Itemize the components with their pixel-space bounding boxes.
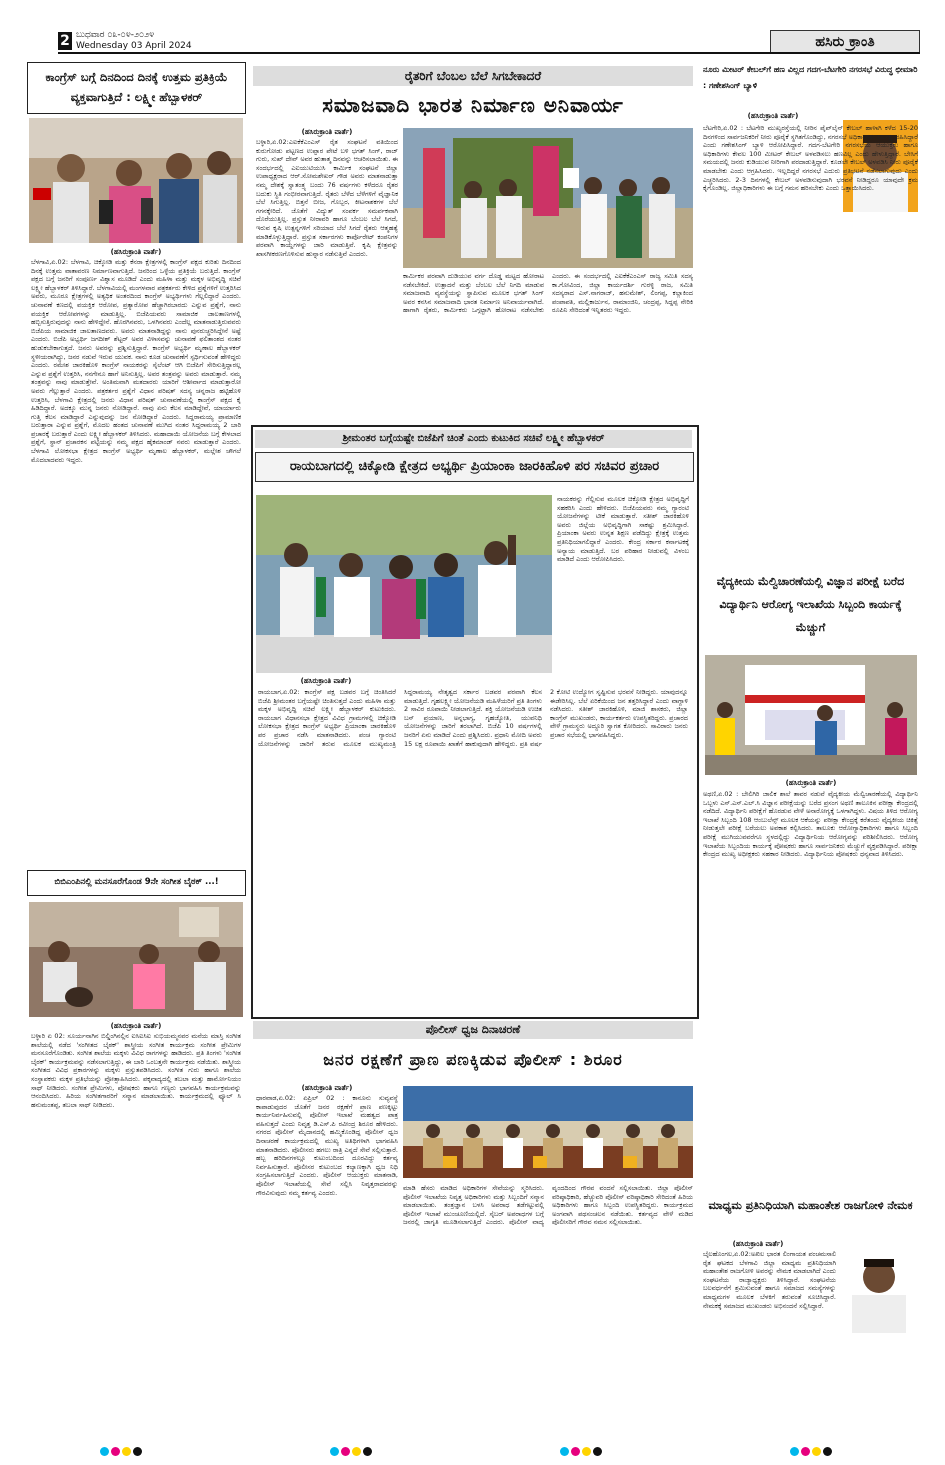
center-story1-photo: [403, 128, 693, 268]
left-story1-body: ಬೆಳಗಾವಿ,ಏ.02: ಬೆಳಗಾವಿ, ಚಿಕ್ಕೋಡಿ ಮತ್ತು ಕೆನರಾ ಕ್ಷೇತ್ರಗಳಲ್ಲಿ ಕಾಂಗ್ರೆಸ್ ಪಕ್ಷದ ಕುರಿತು ದಿನದಿಂದ ದಿನಕ್ಕೆ ಉತ್ತಮ ವಾತಾವರಣ ನಿರ್ಮಾಣವಾಗುತ್ತಿದೆ. ಜನರಿಂದ ಒಳ್ಳೆಯ ಪ್ರತಿಕ್ರಿಯೆ ಬರುತ್ತಿದೆ. ಕಾಂಗ್ರೆಸ್ ಪಕ್ಷದ ಬಗ್ಗೆ ಜನರಿಗೆ ಸಂಪೂರ್ಣ ವಿಶ್ವಾಸ ಮೂಡಿದೆ ಎಂದು ಮಹಿಳಾ ಮತ್ತು ಮಕ್ಕಳ ಅಭಿವೃದ್ಧಿ ಸಚಿವೆ ಲಕ್ಷ್ಮೀ ಹೆಬ್ಬಾಳಕರ್ ತಿಳಿಸಿದ್ದಾರೆ. ಬೆಳಗಾವಿಯಲ್ಲಿ ಮಂಗಳವಾರ ಪತ್ರಕರ್ತರು ಕೇಳಿದ ಪ್ರಶ್ನೆಗಳಿಗೆ ಉತ್ತರಿಸಿದ ಅವರು, ಮೂರೂ ಕ್ಷೇತ್ರಗಳಲ್ಲಿ ಅತ್ಯಧಿಕ ಅಂತರದಿಂದ ಕಾಂಗ್ರೆಸ್ ಅಭ್ಯರ್ಥಿಗಳು ಗೆಲ್ಲಲಿದ್ದಾರೆ ಎಂದರು. ಚುನಾವಣೆ ಕಣದಲ್ಲಿ ವಯಕ್ತಿಕ ಆರೋಪ, ಪ್ರತ್ಯಾರೋಪ ಹೆಚ್ಚಾಗಿರಬಾರದು ಎನ್ನುವ ಪ್ರಶ್ನೆಗೆ, ನಾನು ವಯಕ್ತಿಕ ಆರೋಪಗಳನ್ನು ಮಾಡುತ್ತಿಲ್ಲ. ಬಿಜೆಪಿಯವರು ಸಾಮಾಜಿಕ ಜಾಲತಾಣಗಳಲ್ಲಿ ಹಬ್ಬಿಸುತ್ತಿರುವುದನ್ನು ನಾನು ಹೇಳಿದ್ದೇನೆ. ಹೊರಗಿನವರು, ಒಳಗಿನವರು ಎಂದೆಲ್ಲ ಮಾತನಾಡುತ್ತಿರುವವರು ಬಿಜೆಪಿಯ ಸಾಮಾಜಿಕ ಜಾಲತಾಣದವರು. ಅವರು ಮಾತನಾಡಿದ್ದನ್ನು ನಾನು ಪುನರುಚ್ಚರಿಸಿದ್ದೇನೆ ಅಷ್ಟೆ ಎಂದರು. ಬಿಜೆಪಿ ಅಭ್ಯರ್ಥಿ ಜಗದೀಶ್ ಶೆಟ್ಟರ್ ಅವರ ವಿಳಾಸವನ್ನು ಚುನಾವಣೆ ಫಲಿತಾಂಶದ ನಂತರ ಹುಡುಕಬೇಕಾಗುತ್ತದೆ. ಜನರು ಅವರನ್ನು ಪ್ರಶ್ನಿಸುತ್ತಿದ್ದಾರೆ. ಕಾಂಗ್ರೆಸ್ ಅಭ್ಯರ್ಥಿ ಮೃಣಾಲ ಹೆಬ್ಬಾಳಕರ್ ಸ್ಥಳೀಯರಾಗಿದ್ದು, ಜನರ ನಡುವೆ ಇರುವ ಯುವಕ. ನಾನು ಕೂಡ ಚುನಾವಣೆಗೆ ಸ್ಪರ್ಧಿಸುವಂತೆ ಹೇಳಿದ್ದರು ಎಂದರು. ರಮೇಶ ಜಾರಕಿಹೊಳಿ ಕಾಂಗ್ರೆಸ್ ನಾಯಕರನ್ನು ಸೈಲೆಂಟ್ ಆಗಿ ಬಿಜೆಪಿಗೆ ಸೇರಿಸುತ್ತಿದ್ದಾರಲ್ಲ ಎನ್ನುವ ಪ್ರಶ್ನೆಗೆ ಉತ್ತರಿಸಿ, ನನಗೇನೂ ಹಾಗೆ ಅನಿಸುತ್ತಿಲ್ಲ. ಅವರ ತಂತ್ರವನ್ನು ಅವರು ಮಾಡುತ್ತಾರೆ. ನಮ್ಮ ತಂತ್ರವನ್ನು ನಾವು ಮಾಡುತ್ತೇವೆ. ಅಂತಿಮವಾಗಿ ಮತದಾರರು ಯಾರಿಗೆ ಆಶೀರ್ವಾದ ಮಾಡುತ್ತಾರೋ ಅವರು ಗೆಲ್ಲುತ್ತಾರೆ ಎಂದರು. ಪತ್ರಕರ್ತರ ಪ್ರಶ್ನೆಗೆ ವಿಧಾನ ಪರಿಷತ್ ಸದಸ್ಯ ಚನ್ನರಾಜ ಹಟ್ಟಿಹೊಳಿ ಉತ್ತರಿಸಿ, ಬೆಳಗಾವಿ ಕ್ಷೇತ್ರದಲ್ಲಿ ಜನರು ವಿಧಾನ ಪರಿಷತ್ ಚುನಾವಣೆಯಲ್ಲಿ ಕಾಂಗ್ರೆಸ್ ಪಕ್ಷದ ಕೈ ಹಿಡಿದಿದ್ದಾರೆ. ಅದಕ್ಕೂ ಮುನ್ನ ಜನರು ನೋಡಿದ್ದಾರೆ. ನಾವು ಏನು ಕೆಲಸ ಮಾಡಿದ್ದೇವೆ, ಯಾರ್ಯಾರು ಗುತ್ತಿ ಕೆಲಸ ಮಾಡಿದ್ದಾರೆ ಎನ್ನುವುದನ್ನು ಜನ ನೋಡಿದ್ದಾರೆ ಎಂದರು. ಸಿದ್ದರಾಮಯ್ಯ ಪ್ರಾಮಾಣಿಕ ಬರುತ್ತಾರಾ ಎನ್ನುವ ಪ್ರಶ್ನೆಗೆ, ಮೊದಲ ಹಂತದ ಚುನಾವಣೆ ಮುಗಿದ ನಂತರ ಸಿದ್ದರಾಮಯ್ಯ 2 ಬಾರಿ ಪ್ರಚಾರಕ್ಕೆ ಬರುತ್ತಾರೆ ಎಂದು ಲಕ್ಷ್ಮೀ ಹೆಬ್ಬಾಳಕರ್ ತಿಳಿಸಿದರು. ಮಹಾದಾಯಿ ಯೋಜನೆಯ ಬಗ್ಗೆ ಕೇಳಲಾದ ಪ್ರಶ್ನೆಗೆ, ಸ್ಥಾನ್ ಪ್ರಚಾರಕನ ಪಟ್ಟಿಯನ್ನು ನಮ್ಮ ಪಕ್ಷದ ಹೈಕಮಾಂಡ್ ನವರು ಮಾಡುತ್ತಾರೆ ಎಂದರು. ಬೆಳಗಾವಿ ಲೋಕಸಭಾ ಕ್ಷೇತ್ರದ ಕಾಂಗ್ರೆಸ್ ಅಭ್ಯರ್ಥಿ ಮೃಣಾಲ ಹೆಬ್ಬಾಳಕರ್, ಮಲ್ಲೇಶ ಚೌಗಲೆ ಮೊದಲಾದವರು ಇದ್ದರು.: [31, 258, 241, 464]
registration-dot: [330, 1447, 339, 1456]
left-story1-headline-box: [27, 62, 246, 114]
registration-dot: [801, 1447, 810, 1456]
date-english: Wednesday 03 April 2024: [76, 41, 192, 51]
registration-dot: [812, 1447, 821, 1456]
right-story3-body: ಬೈಲಹೊಂಗಲ,ಏ.02:ಅಖಿಲ ಭಾರತ ಲಿಂಗಾಯತ ಪಂಚಮಸಾಲಿ ರೈತ ಘಟಕದ ಬೆಳಗಾವಿ ಜಿಲ್ಲಾ ಮಾಧ್ಯಮ ಪ್ರತಿನಿಧಿಯಾಗಿ ಮಹಾಂತೇಶ ರಾಜಗೋಳಿ ಅವರನ್ನು ನೇಮಕ ಮಾಡಲಾಗಿದೆ ಎಂದು ಸಂಘಟನೆಯ ರಾಜ್ಯಾಧ್ಯಕ್ಷರು ತಿಳಿಸಿದ್ದಾರೆ. ಸಂಘಟನೆಯ ಬಲವರ್ಧನೆಗೆ ಶ್ರಮಿಸುವಂತೆ ಹಾಗೂ ಸಮಾಜದ ಸಮಸ್ಯೆಗಳನ್ನು ಮಾಧ್ಯಮಗಳ ಮೂಲಕ ಬೆಳಕಿಗೆ ತರುವಂತೆ ಸೂಚಿಸಿದ್ದಾರೆ. ನೇಮಕಕ್ಕೆ ಸಮಾಜದ ಮುಖಂಡರು ಅಭಿನಂದನೆ ಸಲ್ಲಿಸಿದ್ದಾರೆ.: [703, 1250, 836, 1310]
left-story1-credit: (ಹಸಿರುಕ್ರಾಂತಿ ವಾರ್ತೆ): [110, 248, 162, 256]
left-story2-photo: [29, 902, 243, 1017]
center-story1-headline: ಸಮಾಜವಾದಿ ಭಾರತ ನಿರ್ಮಾಣ ಅನಿವಾರ್ಯ: [322, 93, 624, 117]
registration-dot: [593, 1447, 602, 1456]
registration-dot: [790, 1447, 799, 1456]
left-story2-headline: ಬಿಬಿಎಂಪಿನಲ್ಲಿ ಮನಸೂರೆಗೊಂಡ 9ನೇ ಸಂಗೀತ ಬೈಠಕ್ ...!: [54, 877, 219, 887]
registration-dots-center: [560, 1441, 604, 1451]
center-story2-photo: [256, 495, 552, 673]
center-story1-body-mid: ಕಾರ್ಮಿಕರ ಪರವಾಗಿ ದುಡಿಯುವ ವರ್ಗ ದೊಡ್ಡ ಮಟ್ಟದ ಹೋರಾಟ ನಡೆಸಬೇಕಿದೆ. ಉತ್ಪಾದನೆ ಮತ್ತು ಬೆಂಬಲ ಬೆಲೆ ನಿಗದಿ ಮಾಡುವ ಸಮಾಜವಾದಿ ವ್ಯವಸ್ಥೆಯನ್ನು ಸ್ಥಾಪಿಸುವ ಮೂಲಕ ಭಗತ್ ಸಿಂಗ್ ಅವರ ಕನಸಿನ ಸಮಾಜವಾದಿ ಭಾರತ ನಿರ್ಮಾಣ ಅನಿವಾರ್ಯವಾಗಿದೆ. ಹಾಗಾಗಿ ರೈತರು, ಕಾರ್ಮಿಕರು ಒಗ್ಗಟ್ಟಾಗಿ ಹೋರಾಟ ನಡೆಸಬೇಕು ಎಂದರು. ಈ ಸಂದರ್ಭದಲ್ಲಿ ಎಐಕೆಕೆಎಂಎಸ್ ರಾಜ್ಯ ಸಮಿತಿ ಸದಸ್ಯ ಕಾ.ಗೋವಿಂದ, ಜಿಲ್ಲಾ ಕಾರ್ಯದರ್ಶಿ ಗುರಳ್ಳಿ ರಾಜ, ಸಮಿತಿ ಸದಸ್ಯರಾದ ಎಸ್.ನಾಗರಾಜ್, ಹನುಮೇಶ್, ಲಿಂಗಪ್ಪ, ಕಲ್ಲಾಕಿಂದ ಪಂಪಾಪತಿ, ಮಲ್ಲಿಕಾರ್ಜುನ, ರಾಮಾಂಜಿನಿ, ಚಂದ್ರಪ್ಪ, ಸಿದ್ದಪ್ಪ ನೇರಿಕಿ ರೂಪಿನಿ ಸೇರಿದಂತೆ ಇನ್ನಿತರರು ಇದ್ದರು.: [403, 272, 693, 315]
right-story2-credit: (ಹಸಿರುಕ್ರಾಂತಿ ವಾರ್ತೆ): [785, 779, 837, 787]
left-story2-credit: (ಹಸಿರುಕ್ರಾಂತಿ ವಾರ್ತೆ): [110, 1022, 162, 1030]
registration-dots-mid: [330, 1441, 374, 1451]
center-story3-photo: [403, 1086, 693, 1178]
registration-dot: [352, 1447, 361, 1456]
registration-dot: [582, 1447, 591, 1456]
page-number: 2: [58, 32, 72, 50]
registration-dot: [133, 1447, 142, 1456]
center-story3-credit: (ಹಸಿರುಕ್ರಾಂತಿ ವಾರ್ತೆ): [301, 1084, 353, 1092]
center-story3-body-left: ಧಾರವಾಡ,ಏ.02: ಏಪ್ರಿಲ್ 02 : ಕಾನೂನು ಸುವ್ಯವಸ್ಥೆ ಕಾಪಾಡುವುದರ ಜೊತೆಗೆ ಜನರ ರಕ್ಷಣೆಗೆ ಪ್ರಾಣ ಪಣಕ್ಕಿಟ್ಟು ಕಾರ್ಯನಿರ್ವಹಿಸುವಲ್ಲಿ ಪೊಲೀಸ್ ಇಲಾಖೆ ಮಹತ್ವದ ಪಾತ್ರ ವಹಿಸುತ್ತದೆ ಎಂದು ನಿವೃತ್ತ ಡಿ.ಎಸ್.ಪಿ ರವೀಂದ್ರ ಶಿರೂರ ಹೇಳಿದರು. ನಗರದ ಪೊಲೀಸ್ ಮೈದಾನದಲ್ಲಿ ಹಮ್ಮಿಕೊಂಡಿದ್ದ ಪೊಲೀಸ್ ಧ್ವಜ ದಿನಾಚರಣೆ ಕಾರ್ಯಕ್ರಮದಲ್ಲಿ ಮುಖ್ಯ ಅತಿಥಿಗಳಾಗಿ ಭಾಗವಹಿಸಿ ಮಾತನಾಡಿದರು. ಪೊಲೀಸರು ಹಗಲು ರಾತ್ರಿ ಎನ್ನದೆ ಸೇವೆ ಸಲ್ಲಿಸುತ್ತಾರೆ. ಹಬ್ಬ ಹರಿದಿನಗಳಲ್ಲೂ ಕುಟುಂಬದಿಂದ ದೂರವಿದ್ದು ಕರ್ತವ್ಯ ನಿರ್ವಹಿಸುತ್ತಾರೆ. ಪೊಲೀಸರ ಕುಟುಂಬದ ಕಲ್ಯಾಣಕ್ಕಾಗಿ ಧ್ವಜ ನಿಧಿ ಸಂಗ್ರಹಿಸಲಾಗುತ್ತಿದೆ ಎಂದರು. ಪೊಲೀಸ್ ಆಯುಕ್ತರು ಮಾತನಾಡಿ, ಪೊಲೀಸ್ ಇಲಾಖೆಯಲ್ಲಿ ಸೇವೆ ಸಲ್ಲಿಸಿ ನಿವೃತ್ತರಾದವರನ್ನು ಗೌರವಿಸುವುದು ನಮ್ಮ ಕರ್ತವ್ಯ ಎಂದರು.: [256, 1094, 398, 1197]
left-story2-body: ಬಳ್ಳಾರಿ ಏ 02: ಸೂರ್ಯನಾಗಿನ ಬಿಲ್ಡಿಂಗಿನಲ್ಲಿನ ಐಸಿಐಸಿಐ ಸುಭಿಯಮ್ಮನವರ ಮನೆಯ ಮಾಸ್ತಿ ಸಂಗೀತ ಶಾಲೆಯಲ್ಲಿ ನಡೆದ 'ಸಂಗೀತದ ಬೈಠಕ್' ಶಾಸ್ತ್ರೀಯ ಸಂಗೀತ ಕಾರ್ಯಕ್ರಮ ಸಂಗೀತ ಪ್ರೇಮಿಗಳ ಮನಸೂರೆಗೊಂಡಿತು. ಸಂಗೀತ ಶಾಲೆಯ ಮಕ್ಕಳು ವಿವಿಧ ರಾಗಗಳನ್ನು ಹಾಡಿದರು. ಪ್ರತಿ ತಿಂಗಳು 'ಸಂಗೀತ ಬೈಠಕ್' ಕಾರ್ಯಕ್ರಮವನ್ನು ನಡೆಸಲಾಗುತ್ತಿದ್ದು, ಈ ಬಾರಿ ಒಂಬತ್ತನೇ ಕಾರ್ಯಕ್ರಮ ನಡೆಯಿತು. ಶಾಸ್ತ್ರೀಯ ಸಂಗೀತದ ವಿವಿಧ ಪ್ರಕಾರಗಳನ್ನು ಮಕ್ಕಳು ಪ್ರಸ್ತುತಪಡಿಸಿದರು. ಸಂಗೀತ ಗುರು ಹಾಗೂ ಶಾಲೆಯ ಸಂಸ್ಥಾಪಕರು ಮಕ್ಕಳ ಪ್ರತಿಭೆಯನ್ನು ಪ್ರೋತ್ಸಾಹಿಸಿದರು. ಪಕ್ಕವಾದ್ಯದಲ್ಲಿ ತಬಲಾ ಮತ್ತು ಹಾರ್ಮೋನಿಯಂ ಸಾಥ್ ನೀಡಿದರು. ಸಂಗೀತ ಪ್ರೇಮಿಗಳು, ಪೋಷಕರು ಹಾಗೂ ಗಣ್ಯರು ಭಾಗವಹಿಸಿ ಕಾರ್ಯಕ್ರಮವನ್ನು ಆನಂದಿಸಿದರು. ಹಿರಿಯ ಸಂಗೀತಗಾರರಿಗೆ ಸನ್ಮಾನ ಮಾಡಲಾಯಿತು. ಕಾರ್ಯಕ್ರಮದಲ್ಲಿ ಫ್ಯೂಲ್ ಸಿ ಹನುಮಂತಪ್ಪ, ತಬಲಾ ಸಾಥ್ ನೀಡಿದರು.: [31, 1032, 241, 1109]
right-story3-portrait: [840, 1245, 918, 1333]
right-story2-photo: [705, 655, 917, 775]
date-kannada: ಬುಧವಾರ ೦೩-೦೪-೨೦೨೪: [76, 30, 155, 40]
registration-dot: [111, 1447, 120, 1456]
issue-date: [76, 30, 192, 52]
center-story1-body-left: ಬಳ್ಳಾರಿ,ಏ.02:ಎಐಕೆಕೆಎಂಎಸ್ ರೈತ ಸಂಘಟನೆ ವತಿಯಿಂದ ಕುರುಗೋಡು ಪಟ್ಟಣದ ಉಪ್ಪಾರ ಪೇಟೆ ಬಳಿ ಭಗತ್ ಸಿಂಗ್, ರಾಜ್ ಗುರು, ಸುಖ್ ದೇವ್ ಅವರ ಹುತಾತ್ಮ ದಿನವನ್ನು ಆಚರಿಸಲಾಯಿತು. ಈ ಸಂದರ್ಭದಲ್ಲಿ ಎಐಯುಟಿಯುಸಿ ಕಾರ್ಮಿಕ ಸಂಘಟನೆ ಜಿಲ್ಲಾ ಉಪಾಧ್ಯಕ್ಷರಾದ ಆರ್.ಸೋಮಶೇಖರ್ ಗೌಡ ಅವರು ಮಾತನಾಡುತ್ತಾ ನಮ್ಮ ದೇಶಕ್ಕೆ ಸ್ವಾತಂತ್ರ್ಯ ಬಂದು 76 ವರ್ಷಗಳು ಕಳೆದರೂ ರೈತರ ಬದುಕು ಸ್ಥಿತಿ ಗಂಭೀರವಾಗುತ್ತಿದೆ. ರೈತರು ಬೆಳೆದ ಬೆಳೆಗಳಿಗೆ ವೈಜ್ಞಾನಿಕ ಬೆಲೆ ಸಿಗುತ್ತಿಲ್ಲ. ಬಿತ್ತನೆ ಬೀಜ, ಗೊಬ್ಬರ, ಕೀಟನಾಶಕಗಳ ಬೆಲೆ ಗಗನಕ್ಕೇರಿದೆ. ಜೊತೆಗೆ ವಿದ್ಯುತ್ ಸಂಪರ್ಕ ಸಮರ್ಪಕವಾಗಿ ದೊರೆಯುತ್ತಿಲ್ಲ. ಪ್ರಸ್ತುತ ನೀರಾವರಿ ಹಾಗೂ ಬೆಂಬಲ ಬೆಲೆ ಸಿಗದೆ, ಇರುವ ಕೃಷಿ ಉತ್ಪನ್ನಗಳಿಗೆ ಸರಿಯಾದ ಬೆಲೆ ಸಿಗದೆ ರೈತರು ಆತ್ಮಹತ್ಯೆ ಮಾಡಿಕೊಳ್ಳುತ್ತಿದ್ದಾರೆ. ಪ್ರಸ್ತುತ ಸರ್ಕಾರಗಳು ಕಾರ್ಪೊರೇಟ್ ಕಂಪನಿಗಳ ಪರವಾಗಿ ಕಾಯ್ದೆಗಳನ್ನು ಜಾರಿ ಮಾಡುತ್ತಿವೆ. ಕೃಷಿ ಕ್ಷೇತ್ರವನ್ನು ಖಾಸಗೀಕರಣಗೊಳಿಸುವ ಹುನ್ನಾರ ನಡೆಸುತ್ತಿವೆ ಎಂದರು.: [256, 138, 398, 258]
registration-dot: [122, 1447, 131, 1456]
right-story2-headline: ವೈದ್ಯಕೀಯ ಮೆಲ್ವಿಚಾರಣೆಯಲ್ಲಿ ವಿಜ್ಞಾನ ಪರೀಕ್ಷೆ ಬರೆದ ವಿದ್ಯಾರ್ಥಿನಿ ಆರೋಗ್ಯ ಇಲಾಖೆಯ ಸಿಬ್ಬಂದಿ ಕಾರ್ಯಕ್ಕೆ ಮೆಚ್ಚುಗೆ: [716, 575, 905, 634]
center-story1-kicker: ರೈತರಿಗೆ ಬೆಂಬಲ ಬೆಲೆ ಸಿಗಬೇಕಾದರೆ: [253, 66, 693, 86]
right-story1-credit: (ಹಸಿರುಕ್ರಾಂತಿ ವಾರ್ತೆ): [747, 112, 799, 120]
registration-dot: [363, 1447, 372, 1456]
right-story2-body: ಅಥಣಿ,ಏ.02 : ಬೇಲಿಗಿರಿ ಜಾಲಿಕ ಶಾಲೆ ತಾವರ ನಡುವೆ ವೈದ್ಯಕೀಯ ಮೆಲ್ವಿಚಾರಣೆಯಲ್ಲಿ ವಿದ್ಯಾರ್ಥಿನಿ ಒಬ್ಬಳು ಎಸ್.ಎಸ್.ಎಲ್.ಸಿ ವಿಜ್ಞಾನ ಪರೀಕ್ಷೆಯನ್ನು ಬರೆದ ಪ್ರಸಂಗ ಅಥಣಿ ತಾಲೂಕಿನ ಪರೀಕ್ಷಾ ಕೇಂದ್ರದಲ್ಲಿ ನಡೆದಿದೆ. ವಿದ್ಯಾರ್ಥಿನಿ ಪರೀಕ್ಷೆಗೆ ಹೊರಡುವ ವೇಳೆ ಅನಾರೋಗ್ಯಕ್ಕೆ ಒಳಗಾಗಿದ್ದಳು. ವಿಷಯ ತಿಳಿದ ಆರೋಗ್ಯ ಇಲಾಖೆ ಸಿಬ್ಬಂದಿ 108 ಆಂಬುಲೆನ್ಸ್ ಮೂಲಕ ಆಕೆಯನ್ನು ಪರೀಕ್ಷಾ ಕೇಂದ್ರಕ್ಕೆ ಕರೆತಂದು ವೈದ್ಯಕೀಯ ಚಿಕಿತ್ಸೆ ನೀಡುತ್ತಲೇ ಪರೀಕ್ಷೆ ಬರೆಯಲು ಅವಕಾಶ ಕಲ್ಪಿಸಿದರು. ತಾಲೂಕು ಆರೋಗ್ಯಾಧಿಕಾರಿಗಳು ಹಾಗೂ ಸಿಬ್ಬಂದಿ ಪರೀಕ್ಷೆ ಮುಗಿಯುವವರೆಗೂ ಸ್ಥಳದಲ್ಲಿದ್ದು ವಿದ್ಯಾರ್ಥಿನಿಯ ಆರೋಗ್ಯವನ್ನು ಪರಿಶೀಲಿಸಿದರು. ಆರೋಗ್ಯ ಇಲಾಖೆಯ ಸಿಬ್ಬಂದಿಯ ಕಾರ್ಯಕ್ಕೆ ಪೋಷಕರು ಹಾಗೂ ಸಾರ್ವಜನಿಕರು ಮೆಚ್ಚುಗೆ ವ್ಯಕ್ತಪಡಿಸಿದ್ದಾರೆ. ಪರೀಕ್ಷಾ ಕೇಂದ್ರದ ಮುಖ್ಯ ಅಧೀಕ್ಷಕರು ಸಹಕಾರ ನೀಡಿದರು. ವಿದ್ಯಾರ್ಥಿನಿಯ ಪೋಷಕರು ಧನ್ಯವಾದ ತಿಳಿಸಿದರು.: [703, 790, 918, 859]
center-story3-kicker: ಪೊಲೀಸ್ ಧ್ವಜ ದಿನಾಚರಣೆ: [253, 1021, 693, 1039]
masthead: ಹಸಿರು ಕ್ರಾಂತಿ: [770, 30, 920, 54]
registration-dot: [571, 1447, 580, 1456]
registration-dots-right: [790, 1441, 834, 1451]
center-story2-body: ರಾಯಬಾಗ,ಏ.02: ಕಾಂಗ್ರೆಸ್ ಪಕ್ಷ ಬಡವರ ಬಗ್ಗೆ ಚಿಂತಿಸಿದರೆ ಬಿಜೆಪಿ ಶ್ರೀಮಂತರ ಬಗ್ಗೆಯಷ್ಟೇ ಚಿಂತಿಸುತ್ತದೆ ಎಂದು ಮಹಿಳಾ ಮತ್ತು ಮಕ್ಕಳ ಅಭಿವೃದ್ಧಿ ಸಚಿವೆ ಲಕ್ಷ್ಮೀ ಹೆಬ್ಬಾಳಕರ್ ಕುಟುಕಿದರು. ರಾಯಬಾಗ ವಿಧಾನಸಭಾ ಕ್ಷೇತ್ರದ ವಿವಿಧ ಗ್ರಾಮಗಳಲ್ಲಿ ಚಿಕ್ಕೋಡಿ ಲೋಕಸಭಾ ಕ್ಷೇತ್ರದ ಕಾಂಗ್ರೆಸ್ ಅಭ್ಯರ್ಥಿ ಪ್ರಿಯಾಂಕಾ ಜಾರಕಿಹೊಳಿ ಪರ ಪ್ರಚಾರ ನಡೆಸಿ ಮಾತನಾಡಿದರು. ಪಂಚ ಗ್ಯಾರಂಟಿ ಯೋಜನೆಗಳನ್ನು ಜಾರಿಗೆ ತರುವ ಮೂಲಕ ಮುಖ್ಯಮಂತ್ರಿ ಸಿದ್ದರಾಮಯ್ಯ ನೇತೃತ್ವದ ಸರ್ಕಾರ ಬಡವರ ಪರವಾಗಿ ಕೆಲಸ ಮಾಡುತ್ತಿದೆ. ಗೃಹಲಕ್ಷ್ಮೀ ಯೋಜನೆಯಡಿ ಮಹಿಳೆಯರಿಗೆ ಪ್ರತಿ ತಿಂಗಳು 2 ಸಾವಿರ ರೂಪಾಯಿ ನೀಡಲಾಗುತ್ತಿದೆ. ಶಕ್ತಿ ಯೋಜನೆಯಡಿ ಉಚಿತ ಬಸ್ ಪ್ರಯಾಣ, ಅನ್ನಭಾಗ್ಯ, ಗೃಹಜ್ಯೋತಿ, ಯುವನಿಧಿ ಯೋಜನೆಗಳನ್ನು ಜಾರಿಗೆ ತರಲಾಗಿದೆ. ಬಿಜೆಪಿ 10 ವರ್ಷಗಳಲ್ಲಿ ಜನರಿಗೆ ಏನು ಮಾಡಿದೆ ಎಂದು ಪ್ರಶ್ನಿಸಿದರು. ಪ್ರಧಾನಿ ಮೋದಿ ಅವರು 15 ಲಕ್ಷ ರೂಪಾಯಿ ಖಾತೆಗೆ ಹಾಕುವುದಾಗಿ ಹೇಳಿದ್ದರು. ಪ್ರತಿ ವರ್ಷ 2 ಕೋಟಿ ಉದ್ಯೋಗ ಸೃಷ್ಟಿಸುವ ಭರವಸೆ ನೀಡಿದ್ದರು. ಯಾವುದನ್ನೂ ಈಡೇರಿಸಿಲ್ಲ. ಬೆಲೆ ಏರಿಕೆಯಿಂದ ಜನ ತತ್ತರಿಸಿದ್ದಾರೆ ಎಂದು ವಾಗ್ದಾಳಿ ನಡೆಸಿದರು. ಸತೀಶ್ ಜಾರಕಿಹೊಳಿ, ಮಾಜಿ ಶಾಸಕರು, ಜಿಲ್ಲಾ ಕಾಂಗ್ರೆಸ್ ಮುಖಂಡರು, ಕಾರ್ಯಕರ್ತರು ಉಪಸ್ಥಿತರಿದ್ದರು. ಪ್ರಚಾರದ ವೇಳೆ ಗ್ರಾಮಸ್ಥರು ಅದ್ದೂರಿ ಸ್ವಾಗತ ಕೋರಿದರು. ಸಾವಿರಾರು ಜನರು ಪ್ರಚಾರ ಸಭೆಯಲ್ಲಿ ಭಾಗವಹಿಸಿದ್ದರು.: [258, 688, 688, 748]
registration-dots-left: [100, 1441, 144, 1451]
center-story2-body-top-right: ನಾಯಕರನ್ನು ಗೆಲ್ಲಿಸುವ ಮೂಲಕ ಚಿಕ್ಕೋಡಿ ಕ್ಷೇತ್ರದ ಅಭಿವೃದ್ಧಿಗೆ ಸಹಕರಿಸಿ ಎಂದು ಹೇಳಿದರು. ಬಿಜೆಪಿಯವರು ನಮ್ಮ ಗ್ಯಾರಂಟಿ ಯೋಜನೆಗಳನ್ನು ಟೀಕೆ ಮಾಡುತ್ತಾರೆ. ಸತೀಶ್ ಜಾರಕಿಹೊಳಿ ಅವರು ಜಿಲ್ಲೆಯ ಅಭಿವೃದ್ಧಿಗಾಗಿ ಸಾಕಷ್ಟು ಶ್ರಮಿಸಿದ್ದಾರೆ. ಪ್ರಿಯಾಂಕಾ ಅವರು ಉನ್ನತ ಶಿಕ್ಷಣ ಪಡೆದಿದ್ದು ಕ್ಷೇತ್ರಕ್ಕೆ ಉತ್ತಮ ಪ್ರತಿನಿಧಿಯಾಗಲಿದ್ದಾರೆ ಎಂದರು. ಕೇಂದ್ರ ಸರ್ಕಾರ ಕರ್ನಾಟಕಕ್ಕೆ ಅನ್ಯಾಯ ಮಾಡುತ್ತಿದೆ. ಬರ ಪರಿಹಾರ ನೀಡುವಲ್ಲಿ ವಿಳಂಬ ಮಾಡಿದೆ ಎಂದು ಆರೋಪಿಸಿದರು.: [557, 495, 689, 564]
center-story3-body-right: ಮಾಡಿ ಹೆಸರು ಮಾಡಿದ ಅಧಿಕಾರಿಗಳ ಸೇವೆಯನ್ನು ಸ್ಮರಿಸಿದರು. ಪೊಲೀಸ್ ಇಲಾಖೆಯ ನಿವೃತ್ತ ಅಧಿಕಾರಿಗಳು ಮತ್ತು ಸಿಬ್ಬಂದಿಗೆ ಸನ್ಮಾನ ಮಾಡಲಾಯಿತು. ತಂತ್ರಜ್ಞಾನ ಬಳಸಿ ಅಪರಾಧ ತಡೆಗಟ್ಟುವಲ್ಲಿ ಪೊಲೀಸ್ ಇಲಾಖೆ ಮುಂಚೂಣಿಯಲ್ಲಿದೆ. ಸೈಬರ್ ಅಪರಾಧಗಳ ಬಗ್ಗೆ ಜನರಲ್ಲಿ ಜಾಗೃತಿ ಮೂಡಿಸಲಾಗುತ್ತಿದೆ ಎಂದರು. ಪೊಲೀಸ್ ವಾದ್ಯ ವೃಂದದಿಂದ ಗೌರವ ವಂದನೆ ಸಲ್ಲಿಸಲಾಯಿತು. ಜಿಲ್ಲಾ ಪೊಲೀಸ್ ವರಿಷ್ಠಾಧಿಕಾರಿ, ಹೆಚ್ಚುವರಿ ಪೊಲೀಸ್ ವರಿಷ್ಠಾಧಿಕಾರಿ ಸೇರಿದಂತೆ ಹಿರಿಯ ಅಧಿಕಾರಿಗಳು ಹಾಗೂ ಸಿಬ್ಬಂದಿ ಉಪಸ್ಥಿತರಿದ್ದರು. ಕಾರ್ಯಕ್ರಮದ ಅಂಗವಾಗಿ ಪಥಸಂಚಲನ ನಡೆಯಿತು. ಕರ್ತವ್ಯದ ವೇಳೆ ಮಡಿದ ಪೊಲೀಸರಿಗೆ ಗೌರವ ನಮನ ಸಲ್ಲಿಸಲಾಯಿತು.: [403, 1184, 693, 1227]
right-story1-headline: ನೂರು ಮೀಟರ್ ಕೇಬಲ್‌ಗೆ ಹಣ ವಿಲ್ಲದ ಗದಗ-ಬೆಟಗೇರಿ ನಗರಸಭೆ ವಿರುದ್ಧ ಛೀಮಾರಿ : ಗಣೇಶಸಿಂಗ್ ಬ್ಯಾಳಿ: [703, 65, 918, 90]
registration-dot: [823, 1447, 832, 1456]
right-story1-body: ಬೆಟಗೇರಿ,ಏ.02 : ಬೆಟಗೇರಿ ಮುಖ್ಯರಸ್ತೆಯಲ್ಲಿ ನೀರಿನ ಪೈಪ್‌ಲೈನ್ ಕೇಬಲ್ ಹಾಳಾಗಿ ಕಳೆದ 15-20 ದಿನಗಳಿಂದ ಸಾರ್ವಜನಿಕರಿಗೆ ನೀರು ಪೂರೈಕೆ ಸ್ಥಗಿತಗೊಂಡಿದ್ದು, ನಗರಸಭೆ ಅಧಿಕಾರಿಗಳು ನಿರ್ಲಕ್ಷ್ಯ ವಹಿಸಿದ್ದಾರೆ ಎಂದು ಗಣೇಶಸಿಂಗ್ ಬ್ಯಾಳಿ ಆರೋಪಿಸಿದ್ದಾರೆ. ಗದಗ-ಬೆಟಗೇರಿ ನಗರಸಭೆಯ ಆಯುಕ್ತರು ಹಾಗೂ ಅಧಿಕಾರಿಗಳು ಕೇವಲ 100 ಮೀಟರ್ ಕೇಬಲ್ ಅಳವಡಿಸಲು ಹಣವಿಲ್ಲ ಎಂದು ಹೇಳುತ್ತಿದ್ದಾರೆ. ಬೇಸಿಗೆ ಸಮಯದಲ್ಲಿ ಜನರು ಕುಡಿಯುವ ನೀರಿಗಾಗಿ ಪರದಾಡುತ್ತಿದ್ದಾರೆ. ಕೂಡಲೇ ಕೇಬಲ್ ಅಳವಡಿಸಿ ನೀರು ಪೂರೈಕೆ ಮಾಡಬೇಕು ಎಂದು ಆಗ್ರಹಿಸಿದರು. ಇಲ್ಲದಿದ್ದರೆ ನಗರಸಭೆ ಎದುರು ಪ್ರತಿಭಟನೆ ನಡೆಸಲಾಗುವುದು ಎಂದು ಎಚ್ಚರಿಸಿದರು. 2-3 ದಿನಗಳಲ್ಲಿ ಕೇಬಲ್ ಅಳವಡಿಸುವುದಾಗಿ ಭರವಸೆ ನೀಡಿದ್ದರೂ ಯಾವುದೇ ಕ್ರಮ ಕೈಗೊಂಡಿಲ್ಲ. ಜಿಲ್ಲಾಧಿಕಾರಿಗಳು ಈ ಬಗ್ಗೆ ಗಮನ ಹರಿಸಬೇಕು ಎಂದು ಒತ್ತಾಯಿಸಿದರು.: [703, 124, 918, 193]
registration-dot: [341, 1447, 350, 1456]
right-story3-headline: ಮಾಧ್ಯಮ ಪ್ರತಿನಿಧಿಯಾಗಿ ಮಹಾಂತೇಶ ರಾಜಗೋಳಿ ನೇಮಕ: [708, 1199, 913, 1212]
left-story1-headline: ಕಾಂಗ್ರೆಸ್ ಬಗ್ಗೆ ದಿನದಿಂದ ದಿನಕ್ಕೆ ಉತ್ತಮ ಪ್ರತಿಕ್ರಿಯೆ ವ್ಯಕ್ತವಾಗುತ್ತಿದೆ : ಲಕ್ಷ್ಮೀ ಹೆಬ್ಬಾಳಕರ್: [45, 70, 228, 104]
header-rule: [58, 52, 920, 54]
center-story3-headline: ಜನರ ರಕ್ಷಣೆಗೆ ಪ್ರಾಣ ಪಣಕ್ಕಿಡುವ ಪೊಲೀಸ್ : ಶಿರೂರ: [323, 1050, 623, 1069]
right-story3-credit: (ಹಸಿರುಕ್ರಾಂತಿ ವಾರ್ತೆ): [732, 1240, 784, 1248]
center-story1-credit: (ಹಸಿರುಕ್ರಾಂತಿ ವಾರ್ತೆ): [301, 128, 353, 136]
left-story1-photo: [29, 118, 243, 243]
left-story2-headline-box: [27, 870, 246, 896]
center-story2-headline: ರಾಯಬಾಗದಲ್ಲಿ ಚಿಕ್ಕೋಡಿ ಕ್ಷೇತ್ರದ ಅಭ್ಯರ್ಥಿ ಪ್ರಿಯಾಂಕಾ ಜಾರಕಿಹೊಳಿ ಪರ ಸಚಿವರ ಪ್ರಚಾರ: [255, 452, 694, 482]
center-story2-credit: (ಹಸಿರುಕ್ರಾಂತಿ ವಾರ್ತೆ): [300, 677, 352, 685]
center-story2-kicker: ಶ್ರೀಮಂತರ ಬಗ್ಗೆಯಷ್ಟೇ ಬಿಜೆಪಿಗೆ ಚಿಂತೆ ಎಂದು ಕುಟುಕಿದ ಸಚಿವೆ ಲಕ್ಷ್ಮೀ ಹೆಬ್ಬಾಳಕರ್: [255, 430, 692, 448]
registration-dot: [100, 1447, 109, 1456]
registration-dot: [560, 1447, 569, 1456]
